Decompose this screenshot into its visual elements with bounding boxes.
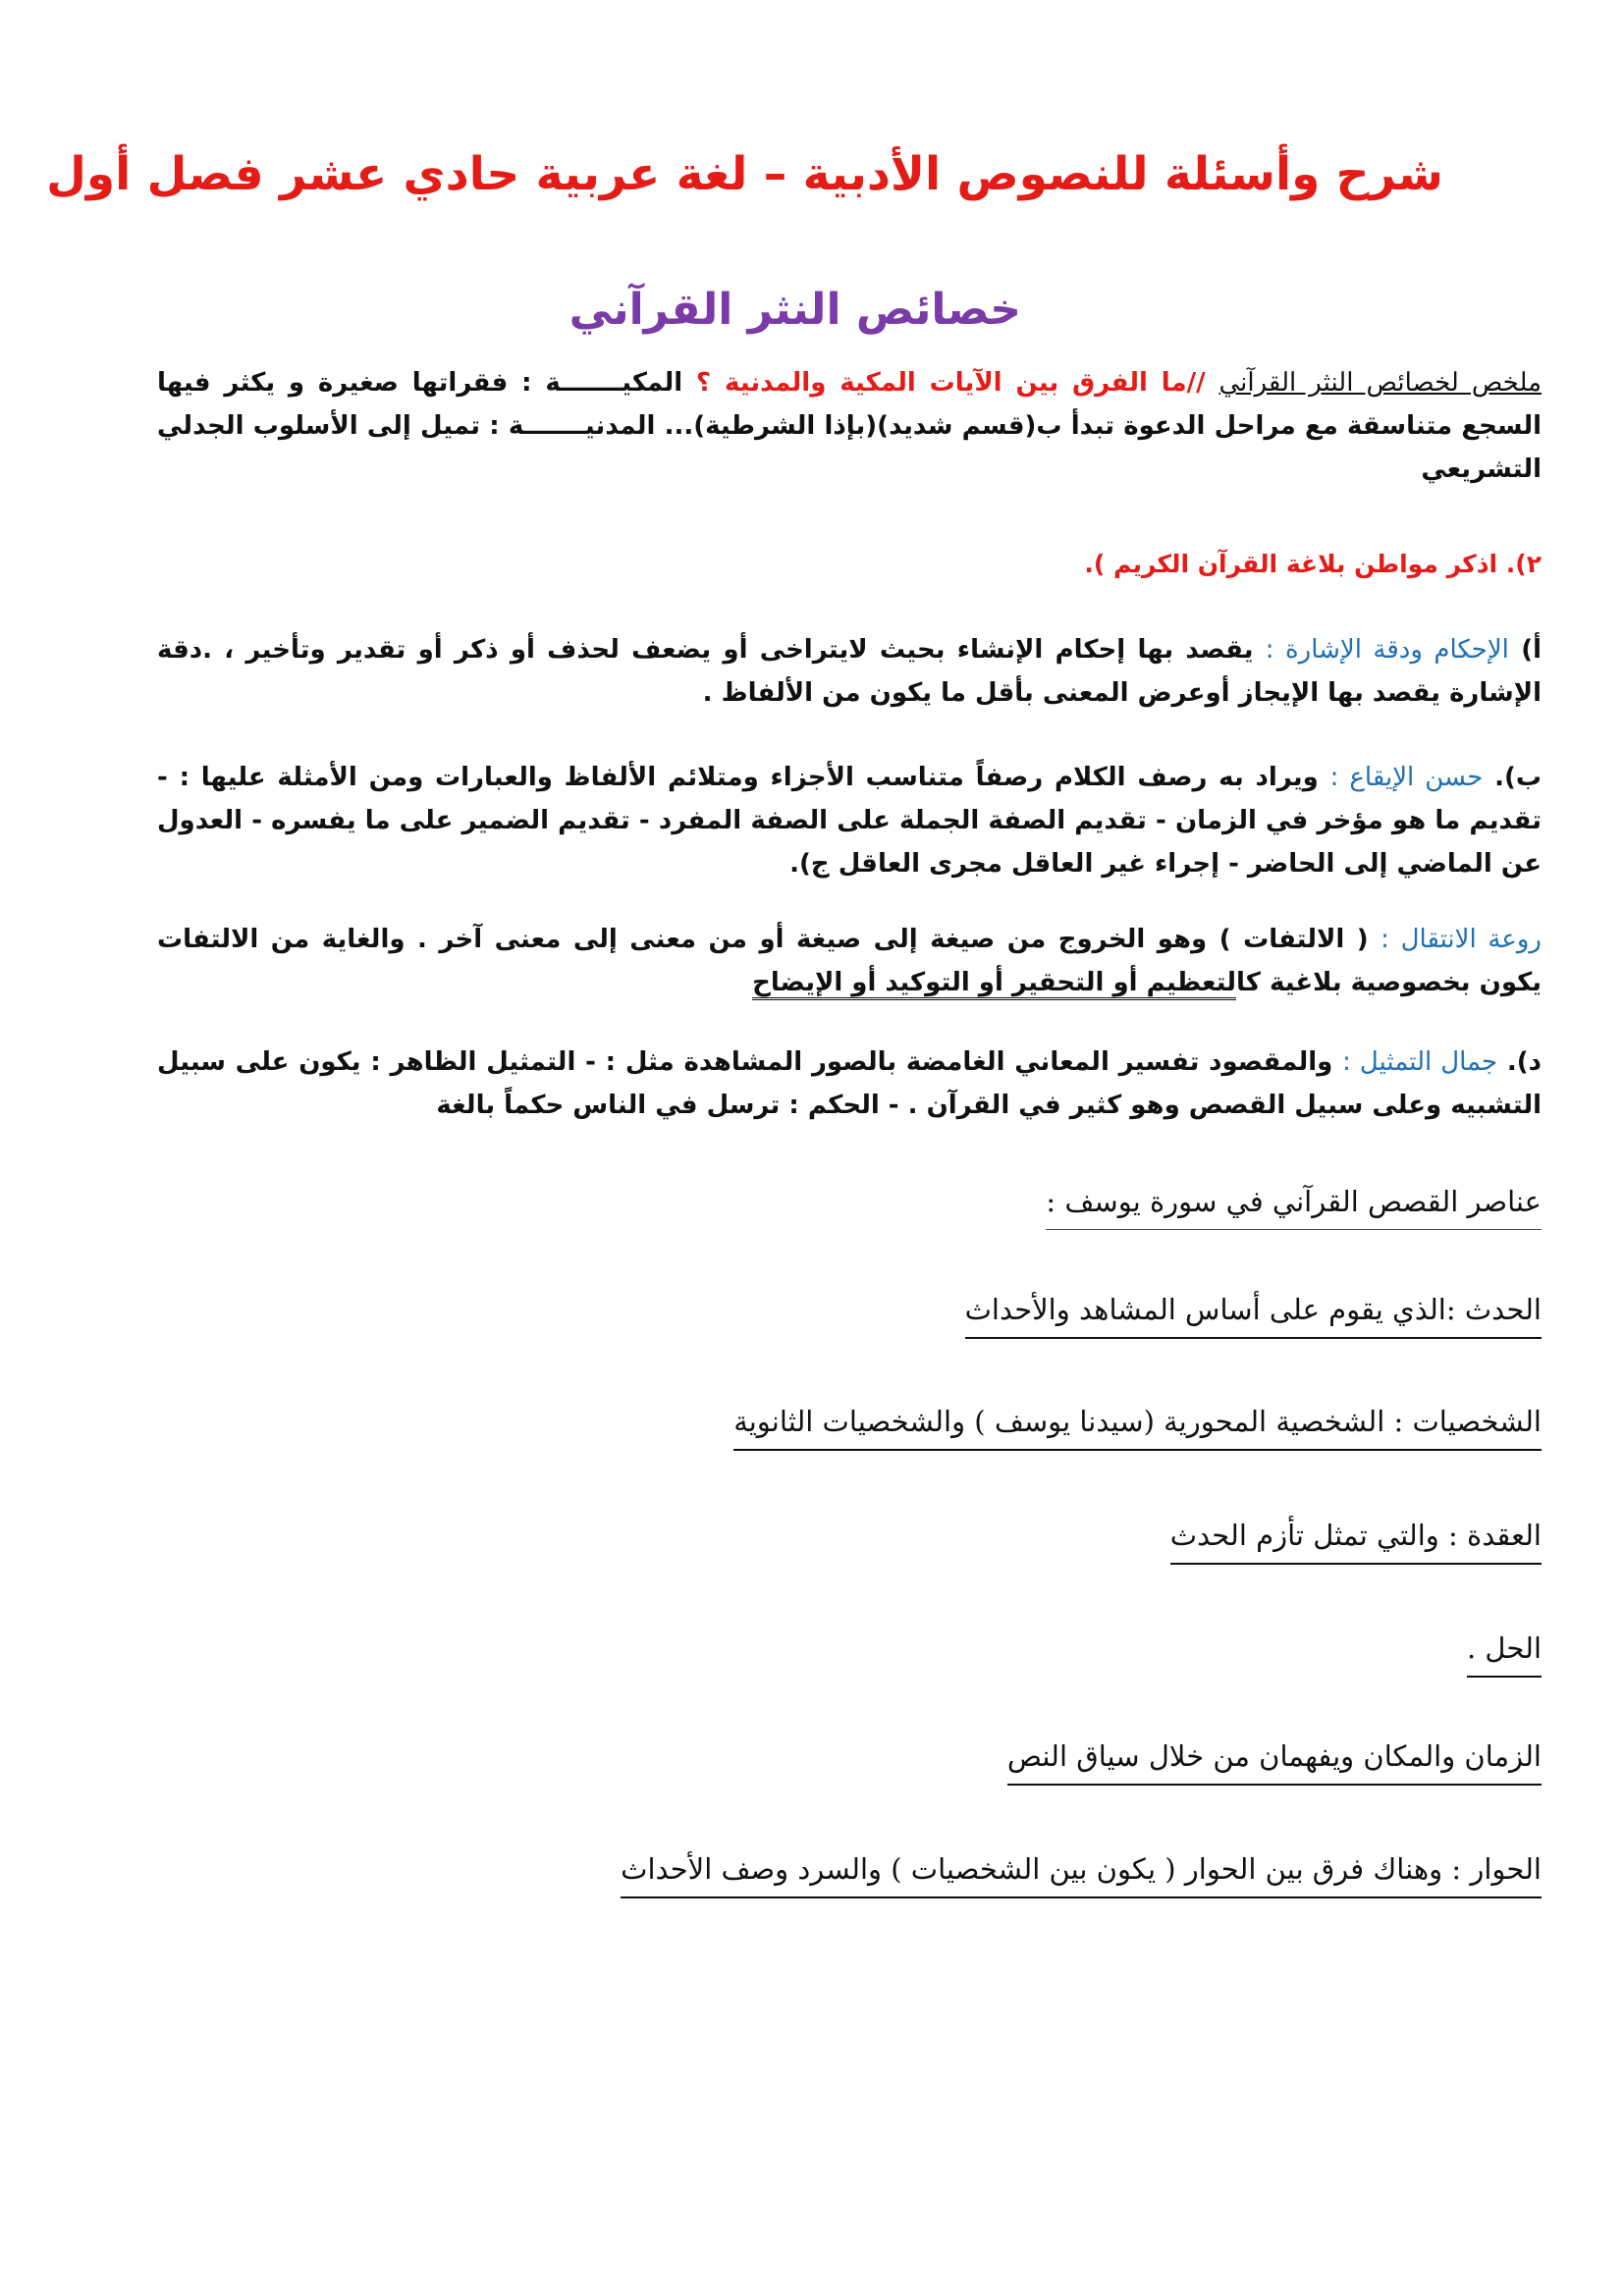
story-item-resolution: الحل . (1467, 1625, 1542, 1678)
story-elements-title: عناصر القصص القرآني في سورة يوسف : (1046, 1178, 1542, 1230)
point-d-term: جمال التمثيل : (1342, 1047, 1498, 1077)
point-a (157, 628, 1542, 715)
story-item-plot-knot: العقدة : والتي تمثل تأزم الحدث (1170, 1512, 1542, 1565)
point-c-term: روعة الانتقال : (1380, 925, 1542, 954)
story-item-time-place: الزمان والمكان ويفهمان من خلال سياق النص (1007, 1733, 1542, 1786)
madani-text: تميل إلى الأسلوب الجدلي التشريعي (157, 411, 1542, 484)
point-c-underlined: لتعظيم أو التحقير أو التوكيد أو الإيضاح (752, 968, 1236, 1000)
point-b-text: ويراد به رصف الكلام رصفاً متناسب الأجزاء ومتلائم الألفاظ والعبارات ومن الأمثلة عليها : - تقديم ما هو مؤخر في الزمان - تقديم الصفة الجملة على الصفة المفرد - تقديم الضمير على ما يفسره - العدول عن الماضي إلى الحاضر - إجراء غير العاقل مجرى العاقل ج). (157, 763, 1542, 879)
point-a-prefix: أ) (1521, 635, 1542, 665)
summary-paragraph (157, 361, 1542, 491)
point-b-term: حسن الإيقاع : (1329, 763, 1484, 792)
point-b-prefix: ب). (1494, 763, 1542, 792)
point-d-prefix: د). (1506, 1047, 1543, 1077)
story-item-event: الحدث :الذي يقوم على أساس المشاهد والأحداث (965, 1286, 1542, 1339)
story-item-dialogue: الحوار : وهناك فرق بين الحوار ( يكون بين الشخصيات ) والسرد وصف الأحداث (621, 1845, 1542, 1898)
section-title: خصائص النثر القرآني (568, 285, 1021, 335)
makki-label: المكيـــــــة : (521, 368, 683, 398)
point-c-text: ( الالتفات ) وهو الخروج من صيغة إلى صيغة أو من معنى إلى معنى آخر . والغاية من الالتفات يكون بخصوصية بلاغية كا (157, 925, 1542, 997)
question-2: ٢). اذكر مواطن بلاغة القرآن الكريم ). (1084, 550, 1542, 578)
point-d-text: والمقصود تفسير المعاني الغامضة بالصور المشاهدة مثل : - التمثيل الظاهر : يكون على سبيل التشبيه وعلى سبيل القصص وهو كثير في القرآن . - الحكم : ترسل في الناس حكماً بالغة (157, 1047, 1542, 1120)
point-b (157, 756, 1542, 885)
madani-label: المدنيـــــــة : (489, 411, 656, 441)
point-a-text: يقصد بها إحكام الإنشاء بحيث لايتراخى أو يضعف لحذف أو ذكر أو تقدير وتأخير ، .دقة الإشارة يقصد بها الإيجاز أوعرض المعنى بأقل ما يكون من الألفاظ . (157, 635, 1542, 708)
point-d (157, 1041, 1542, 1127)
summary-lead: ملخص لخصائص النثر القرآني (1218, 368, 1543, 398)
point-c (157, 918, 1542, 1004)
makki-text: فقراتها صغيرة و يكثر فيها السجع متناسقة مع مراحل الدعوة تبدأ ب(قسم شديد)(بإذا الشرطية)... (157, 368, 1543, 441)
story-item-characters: الشخصيات : الشخصية المحورية (سيدنا يوسف ) والشخصيات الثانوية (733, 1398, 1542, 1451)
page-title: شرح وأسئلة للنصوص الأدبية – لغة عربية حادي عشر فصل أول (46, 147, 1443, 201)
summary-question: //ما الفرق بين الآيات المكية والمدنية ؟ (696, 368, 1206, 398)
point-a-term: الإحكام ودقة الإشارة : (1265, 635, 1509, 665)
